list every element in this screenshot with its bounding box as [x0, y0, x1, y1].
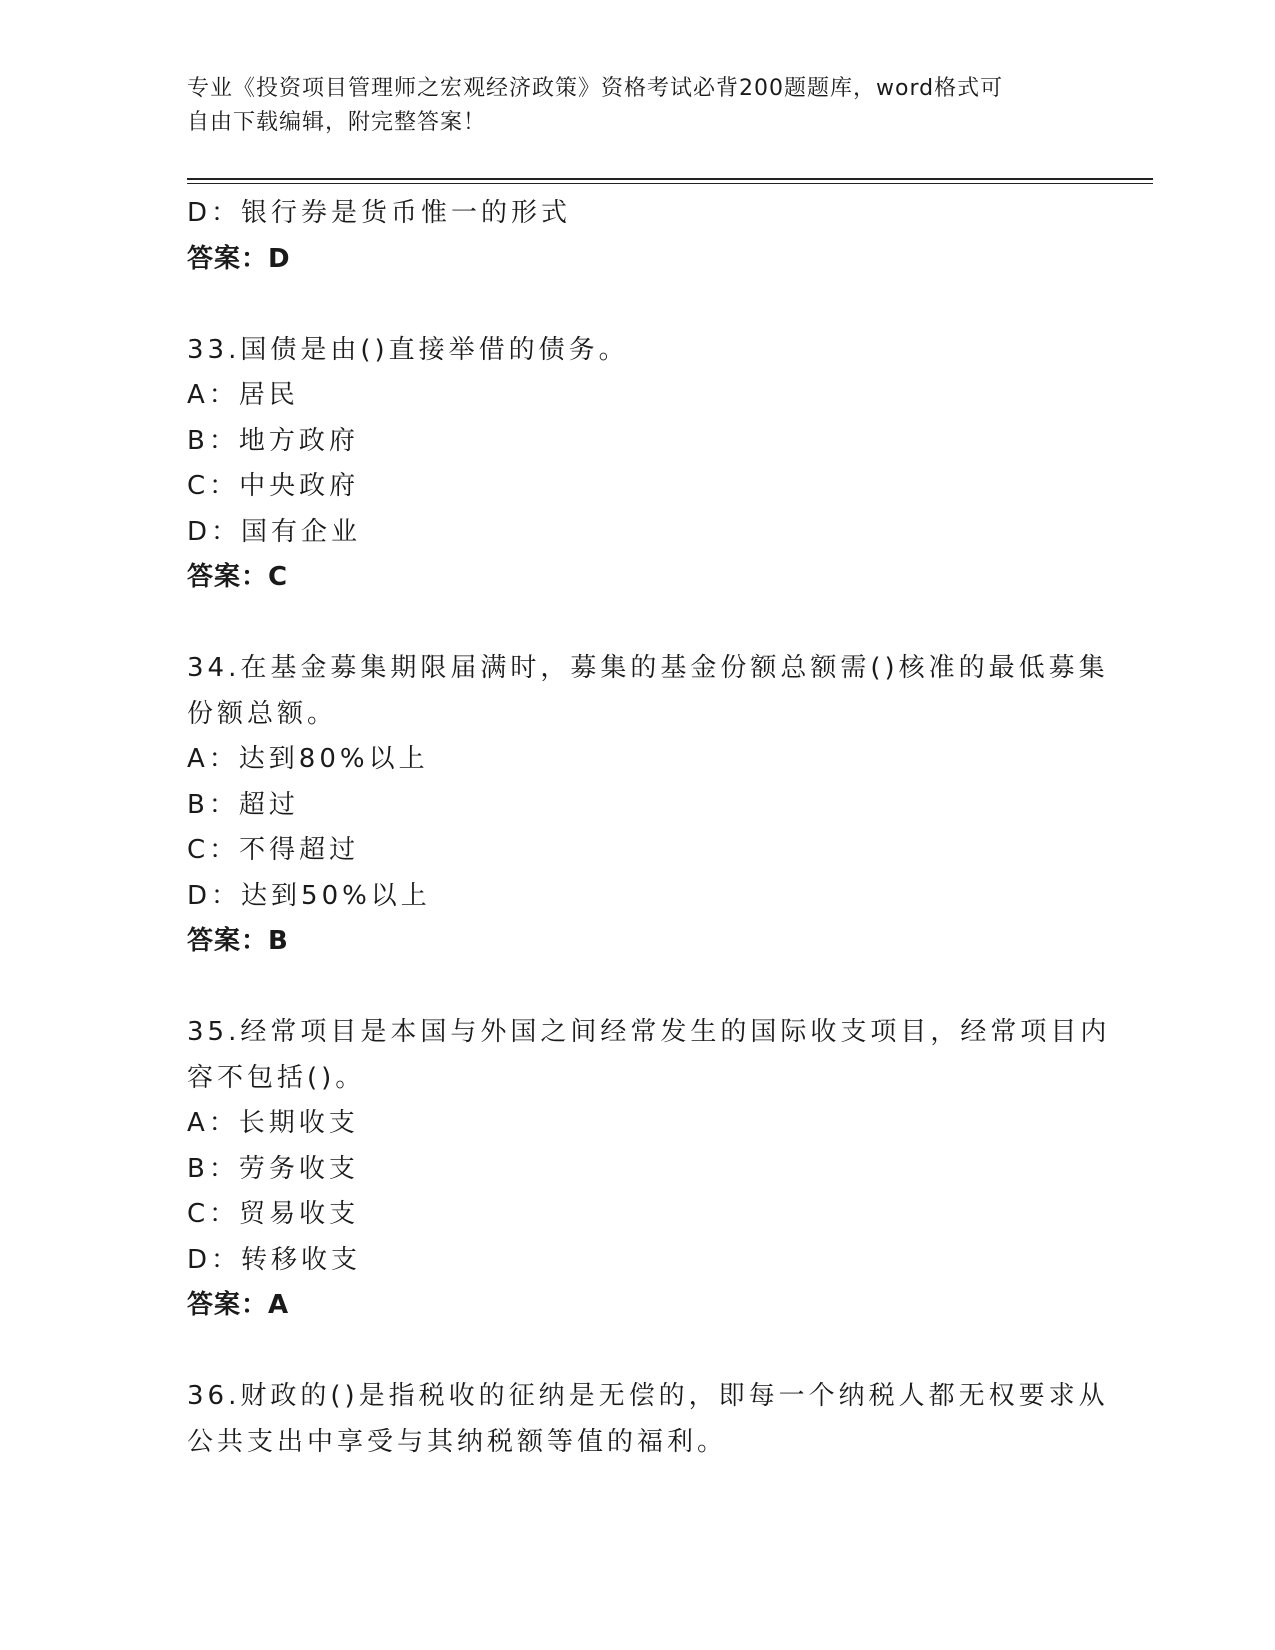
- question-35-option-b: B：劳务收支: [187, 1153, 359, 1184]
- question-33-option-d: D：国有企业: [187, 516, 362, 547]
- question-35-option-d: D：转移收支: [187, 1244, 362, 1275]
- document-body: [187, 191, 1111, 1465]
- option-d: D：银行券是货币惟一的形式: [187, 198, 572, 228]
- question-35-text-line-1: 35.经常项目是本国与外国之间经常发生的国际收支项目，经常项目内: [187, 1017, 1111, 1047]
- question-35-text-line-2: 容不包括()。: [187, 1062, 366, 1093]
- question-33-option-c: C：中央政府: [187, 471, 360, 501]
- question-33-answer: 答案：C: [187, 562, 289, 592]
- question-34-option-c: C：不得超过: [187, 835, 360, 865]
- question-34-text-line-1: 34.在基金募集期限届满时，募集的基金份额总额需()核准的最低募集: [187, 653, 1109, 683]
- question-35-option-a: A：长期收支: [187, 1108, 359, 1138]
- header-rule-thin: [187, 183, 1153, 184]
- question-36-text-line-2: 公共支出中享受与其纳税额等值的福利。: [187, 1426, 728, 1457]
- question-34-option-d: D：达到50%以上: [187, 880, 431, 911]
- question-35-option-c: C：贸易收支: [187, 1199, 360, 1229]
- question-34-text-line-2: 份额总额。: [187, 698, 338, 729]
- spacer: [187, 601, 1087, 647]
- question-35-answer: 答案：A: [187, 1290, 290, 1320]
- question-34-option-a: A：达到80%以上: [187, 744, 429, 774]
- spacer: [187, 1329, 1087, 1375]
- answer-line: 答案：D: [187, 243, 291, 274]
- header-line-1: 专业《投资项目管理师之宏观经济政策》资格考试必背200题题库，word格式可: [187, 76, 1004, 101]
- question-33-option-a: A：居民: [187, 380, 299, 410]
- document-header: [187, 72, 1067, 140]
- question-36-text-line-1: 36.财政的()是指税收的征纳是无偿的，即每一个纳税人都无权要求从: [187, 1381, 1109, 1411]
- question-34-answer: 答案：B: [187, 926, 289, 956]
- header-rule-thick: [187, 178, 1153, 180]
- spacer: [187, 282, 1087, 328]
- question-34-option-b: B：超过: [187, 789, 299, 820]
- question-33-text: 33.国债是由()直接举借的债务。: [187, 334, 629, 365]
- question-33-option-b: B：地方政府: [187, 425, 359, 456]
- header-line-2: 自由下载编辑，附完整答案！: [187, 110, 487, 135]
- spacer: [187, 965, 1087, 1011]
